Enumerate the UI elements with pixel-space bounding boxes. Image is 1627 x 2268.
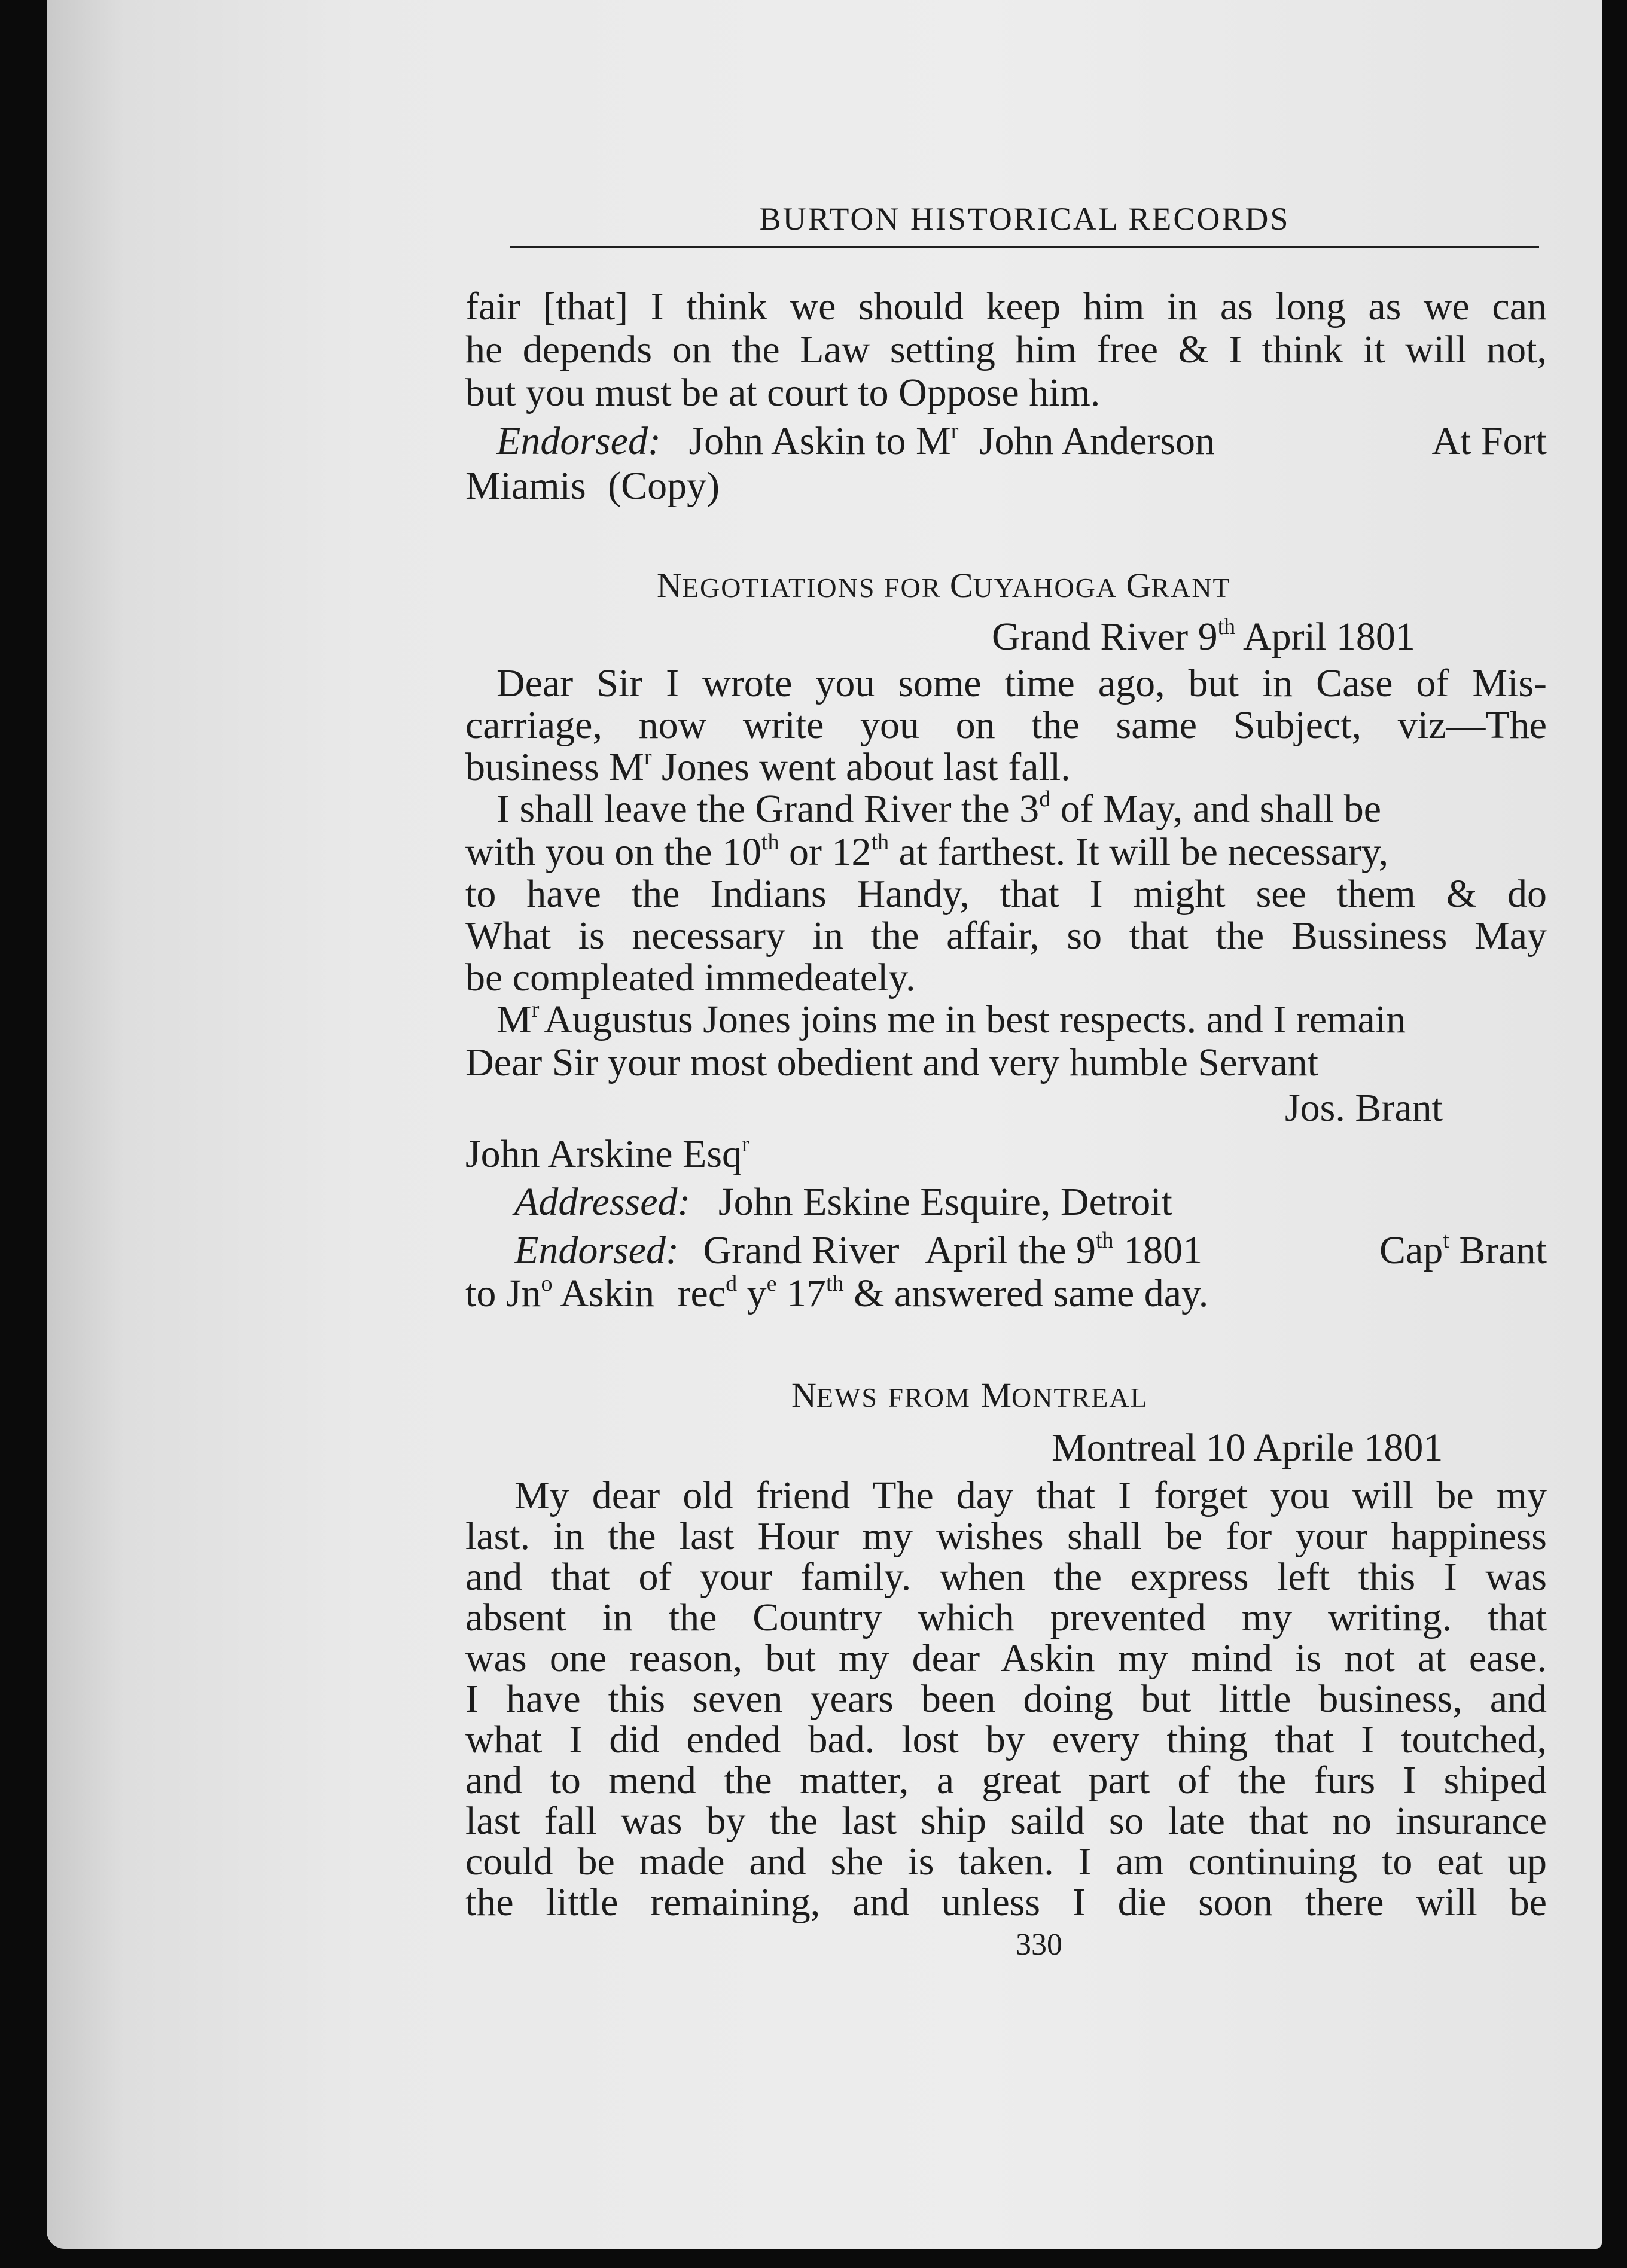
text-line: with you on the 10th or 12th at farthest. It will be necessary, [465,830,1389,874]
text-line: Miamis (Copy) [465,464,720,508]
text-line: My dear old friend The day that I forget you will be my [514,1474,1547,1517]
text-line: be compleated immedeately. [465,956,916,999]
endorsement-line: to Jn$^o$ Askin rec$^d$ $y^e$ 17th & answered same day. [465,1271,1209,1315]
page-number: 330 [1016,1928,1062,1962]
text-line: absent in the Country which prevented my writing. that [465,1596,1547,1639]
endorsement-line: Endorsed: John Askin to $M^r$ John Anderson At Fort [496,419,1547,463]
text-line: was one reason, but my dear Askin my mind is not at ease. [465,1636,1547,1680]
text-line: I shall leave the Grand River the 3$^d$ of May, and shall be [496,787,1382,831]
text-line: but you must be at court to Oppose him. [465,371,1101,414]
dateline: Grand River 9th April 1801 [992,614,1415,659]
text-line: to have the Indians Handy, that I might see them & do [465,872,1547,916]
text-line: $M^r$ Augustus Jones joins me in best respects. and I remain [496,997,1406,1041]
text-line: What is necessary in the affair, so that the Bussiness May [465,914,1547,958]
section-heading: NEGOTIATIONS FOR CUYAHOGA GRANT [657,566,1231,605]
running-head: BURTON HISTORICAL RECORDS [510,200,1539,248]
text-line: what I did ended bad. lost by every thing that I toutched, [465,1718,1547,1761]
text-line: Dear Sir I wrote you some time ago, but in Case of Mis- [496,662,1547,705]
endorsement-line: Endorsed: Grand River April the 9th 1801 Cap$^t$ Brant [514,1228,1547,1272]
section-heading: NEWS FROM MONTREAL [791,1376,1148,1415]
text-line: he depends on the Law setting him free & I think it will not, [465,328,1547,371]
text-line: last fall was by the last ship saild so late that no insurance [465,1799,1547,1843]
address-line: Addressed: John Eskine Esquire, Detroit [514,1180,1172,1224]
signature-name: Jos. Brant [1285,1086,1443,1130]
text-line: business $M^r$ Jones went about last fall. [465,745,1071,789]
text-line: carriage, now write you on the same Subject, viz—The [465,703,1547,747]
text-line: the little remaining, and unless I die soon there will be [465,1880,1547,1924]
text-line: Dear Sir your most obedient and very humble Servant [465,1041,1318,1084]
text-line: and that of your family. when the express left this I was [465,1555,1547,1599]
text-line: and to mend the matter, a great part of the furs I shiped [465,1758,1547,1802]
text-line: last. in the last Hour my wishes shall be for your happiness [465,1514,1547,1558]
text-line: I have this seven years been doing but little business, and [465,1677,1547,1721]
recipient-line: John Arskine Esq$^r$ [465,1132,749,1176]
text-line: fair [that] I think we should keep him in as long as we can [465,285,1547,328]
book-page [47,0,1602,2249]
dateline: Montreal 10 Aprile 1801 [1052,1426,1443,1470]
text-line: could be made and she is taken. I am continuing to eat up [465,1840,1547,1883]
